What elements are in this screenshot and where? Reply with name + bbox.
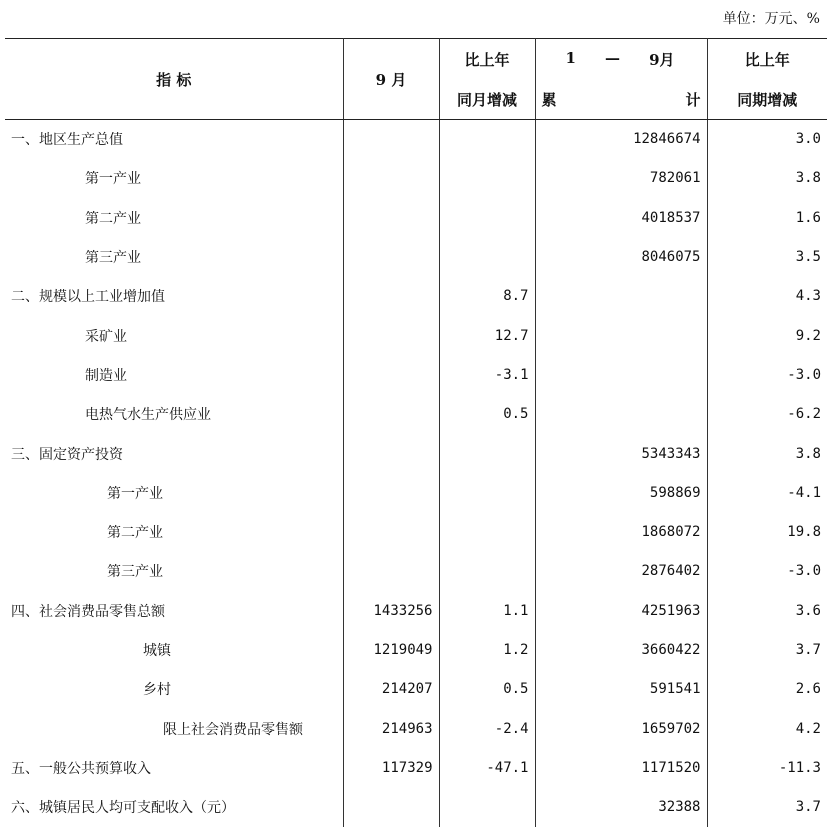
row-label: 第二产业 bbox=[5, 198, 343, 237]
cell-yoy-month: -2.4 bbox=[439, 709, 535, 748]
row-label: 电热气水生产供应业 bbox=[5, 395, 343, 434]
header-yoy-month-top: 比上年 bbox=[439, 39, 535, 80]
row-label: 第三产业 bbox=[5, 237, 343, 276]
row-label: 第一产业 bbox=[5, 473, 343, 512]
cell-ytd: 32388 bbox=[535, 788, 707, 827]
cell-ytd bbox=[535, 355, 707, 394]
table-row bbox=[5, 434, 827, 473]
cell-yoy-ytd: -3.0 bbox=[787, 563, 821, 580]
row-label: 乡村 bbox=[5, 670, 343, 709]
header-ytd-top-left: 1 bbox=[565, 48, 576, 67]
header-month: 9 月 bbox=[343, 39, 439, 120]
table-row bbox=[5, 552, 827, 591]
cell-ytd bbox=[535, 277, 707, 316]
table-row bbox=[5, 316, 827, 355]
cell-month bbox=[343, 198, 439, 237]
table-row bbox=[5, 237, 827, 276]
table-row bbox=[5, 630, 827, 669]
cell-month bbox=[343, 512, 439, 551]
cell-yoy-ytd: 3.8 bbox=[795, 170, 821, 187]
row-label: 五、一般公共预算收入 bbox=[5, 748, 343, 787]
row-label: 城镇 bbox=[5, 630, 343, 669]
cell-month bbox=[343, 395, 439, 434]
cell-yoy-ytd: 3.0 bbox=[795, 131, 821, 148]
cell-month bbox=[343, 473, 439, 512]
cell-yoy-month: 12.7 bbox=[439, 316, 535, 355]
cell-yoy-month bbox=[439, 434, 535, 473]
cell-yoy-month bbox=[439, 159, 535, 198]
table-row bbox=[5, 748, 827, 787]
cell-yoy-ytd: -3.0 bbox=[787, 366, 821, 383]
table-row bbox=[5, 709, 827, 748]
cell-yoy-ytd: 4.3 bbox=[795, 288, 821, 305]
cell-yoy-month: -3.1 bbox=[439, 355, 535, 394]
cell-month bbox=[343, 788, 439, 827]
cell-yoy-month bbox=[439, 237, 535, 276]
cell-ytd: 1659702 bbox=[535, 709, 707, 748]
header-yoy-ytd-bottom: 同期增减 bbox=[707, 80, 827, 120]
header-ytd-bottom-left: 累 bbox=[541, 90, 557, 109]
table-header bbox=[5, 39, 827, 120]
cell-ytd bbox=[535, 395, 707, 434]
cell-month bbox=[343, 316, 439, 355]
table-row bbox=[5, 120, 827, 159]
header-yoy-month-bottom: 同月增减 bbox=[439, 80, 535, 120]
cell-yoy-month: 0.5 bbox=[439, 395, 535, 434]
cell-yoy-ytd: 1.6 bbox=[795, 209, 821, 226]
row-label: 三、固定资产投资 bbox=[5, 434, 343, 473]
cell-yoy-month: 1.1 bbox=[439, 591, 535, 630]
cell-yoy-ytd: 3.8 bbox=[795, 445, 821, 462]
cell-ytd: 4018537 bbox=[535, 198, 707, 237]
table-body bbox=[5, 120, 827, 827]
cell-month bbox=[343, 237, 439, 276]
cell-month: 1219049 bbox=[343, 630, 439, 669]
table-row bbox=[5, 355, 827, 394]
cell-ytd: 8046075 bbox=[535, 237, 707, 276]
row-label: 第三产业 bbox=[5, 552, 343, 591]
table-row bbox=[5, 277, 827, 316]
table-row bbox=[5, 473, 827, 512]
cell-yoy-month: 0.5 bbox=[439, 670, 535, 709]
cell-yoy-ytd: 3.7 bbox=[795, 799, 821, 816]
row-label: 二、规模以上工业增加值 bbox=[5, 277, 343, 316]
cell-month: 214963 bbox=[343, 709, 439, 748]
cell-month bbox=[343, 159, 439, 198]
cell-ytd bbox=[535, 316, 707, 355]
header-ytd-top-mid: — bbox=[605, 48, 620, 67]
cell-ytd: 4251963 bbox=[535, 591, 707, 630]
table-row bbox=[5, 788, 827, 827]
row-label: 六、城镇居民人均可支配收入（元） bbox=[5, 788, 343, 827]
header-ytd-top-right: 9月 bbox=[649, 50, 675, 69]
cell-month bbox=[343, 434, 439, 473]
cell-yoy-month bbox=[439, 552, 535, 591]
row-label: 一、地区生产总值 bbox=[5, 120, 343, 159]
cell-yoy-ytd: 2.6 bbox=[795, 681, 821, 698]
row-label: 制造业 bbox=[5, 355, 343, 394]
cell-ytd: 12846674 bbox=[535, 120, 707, 159]
table-row bbox=[5, 591, 827, 630]
table-row bbox=[5, 395, 827, 434]
cell-month bbox=[343, 552, 439, 591]
cell-ytd: 5343343 bbox=[535, 434, 707, 473]
cell-ytd: 3660422 bbox=[535, 630, 707, 669]
cell-yoy-ytd: 19.8 bbox=[787, 524, 821, 541]
cell-yoy-month bbox=[439, 473, 535, 512]
cell-month bbox=[343, 120, 439, 159]
header-indicator: 指 标 bbox=[5, 39, 343, 120]
table-row bbox=[5, 670, 827, 709]
header-ytd-top bbox=[535, 39, 707, 80]
cell-ytd: 2876402 bbox=[535, 552, 707, 591]
cell-month bbox=[343, 355, 439, 394]
table-row bbox=[5, 198, 827, 237]
cell-yoy-ytd: -6.2 bbox=[787, 406, 821, 423]
cell-yoy-month: -47.1 bbox=[439, 748, 535, 787]
header-ytd-bottom-right: 计 bbox=[685, 90, 701, 109]
header-yoy-ytd-top: 比上年 bbox=[707, 39, 827, 80]
cell-yoy-month bbox=[439, 120, 535, 159]
cell-ytd: 598869 bbox=[535, 473, 707, 512]
cell-month: 1433256 bbox=[343, 591, 439, 630]
cell-ytd: 1868072 bbox=[535, 512, 707, 551]
statistics-table bbox=[5, 38, 827, 827]
cell-yoy-month bbox=[439, 198, 535, 237]
cell-yoy-ytd: 3.6 bbox=[795, 602, 821, 619]
header-ytd-bottom bbox=[535, 80, 707, 120]
cell-month: 117329 bbox=[343, 748, 439, 787]
table-row bbox=[5, 159, 827, 198]
cell-yoy-ytd: 3.5 bbox=[795, 249, 821, 266]
cell-ytd: 782061 bbox=[535, 159, 707, 198]
cell-yoy-month bbox=[439, 788, 535, 827]
cell-month: 214207 bbox=[343, 670, 439, 709]
cell-month bbox=[343, 277, 439, 316]
row-label: 第一产业 bbox=[5, 159, 343, 198]
cell-yoy-month: 1.2 bbox=[439, 630, 535, 669]
cell-yoy-ytd: -4.1 bbox=[787, 484, 821, 501]
row-label: 采矿业 bbox=[5, 316, 343, 355]
cell-ytd: 1171520 bbox=[535, 748, 707, 787]
unit-label: 单位：万元、% bbox=[722, 11, 820, 27]
table-row bbox=[5, 512, 827, 551]
cell-ytd: 591541 bbox=[535, 670, 707, 709]
cell-yoy-ytd: -11.3 bbox=[778, 759, 821, 776]
row-label: 第二产业 bbox=[5, 512, 343, 551]
cell-yoy-ytd: 3.7 bbox=[795, 642, 821, 658]
cell-yoy-month bbox=[439, 512, 535, 551]
row-label: 限上社会消费品零售额 bbox=[5, 709, 343, 748]
cell-yoy-ytd: 4.2 bbox=[795, 720, 821, 737]
cell-yoy-ytd: 9.2 bbox=[795, 327, 821, 344]
cell-yoy-month: 8.7 bbox=[439, 277, 535, 316]
row-label: 四、社会消费品零售总额 bbox=[5, 591, 343, 630]
